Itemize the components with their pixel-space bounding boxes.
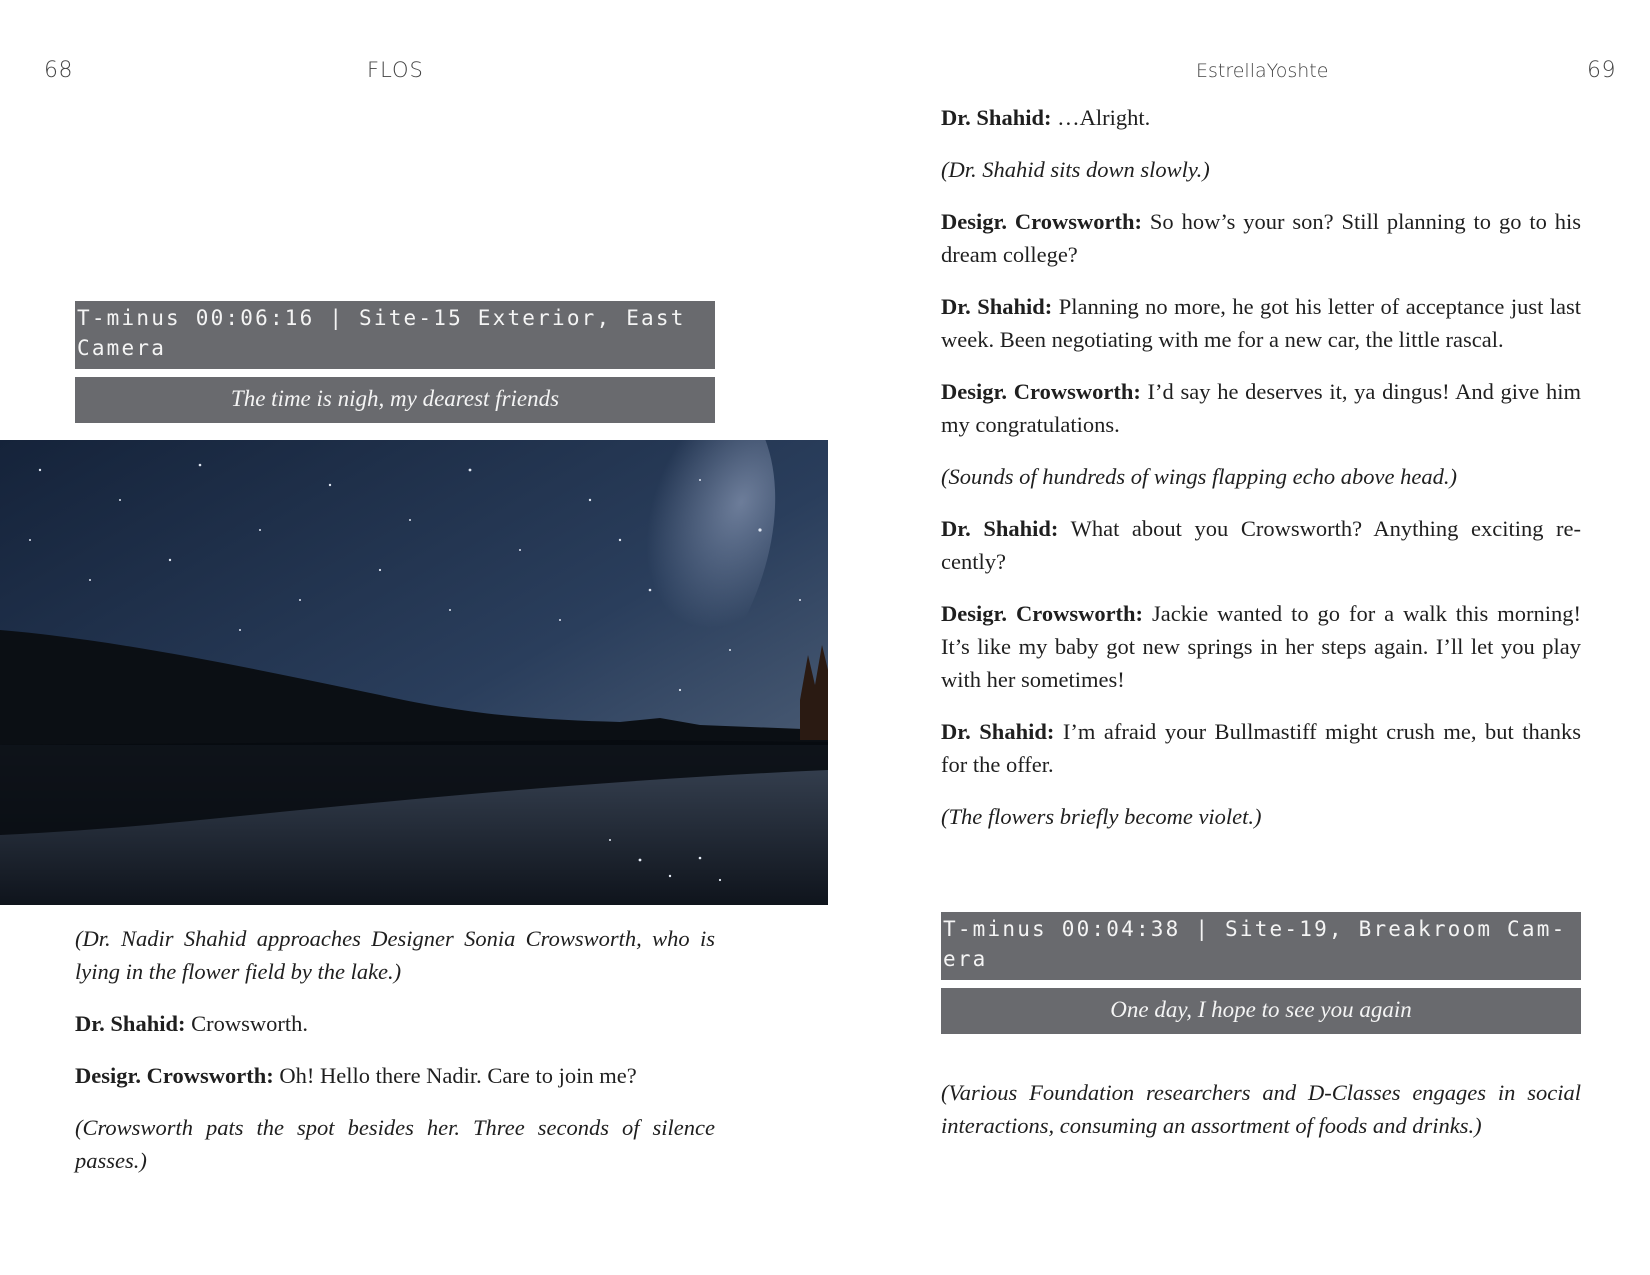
dialogue-text: Crowsworth.	[185, 1011, 308, 1036]
speaker-name: Desigr. Crowsworth:	[941, 601, 1144, 626]
right-closing-text	[941, 1076, 1581, 1161]
speaker-name: Desigr. Crowsworth:	[941, 209, 1143, 234]
page-number-left: 68	[44, 58, 73, 83]
speaker-name: Dr. Shahid:	[941, 105, 1052, 130]
dialogue-text: I’m afraid your Bullmastiff might crush me, but thanks for the offer.	[941, 719, 1582, 777]
stage-direction: (Dr. Shahid sits down slowly.)	[941, 157, 1210, 182]
dialogue-text: What about you Crowsworth? Anything exciting re-cently?	[941, 516, 1582, 574]
dialogue-line	[941, 205, 1581, 271]
dialogue-line	[75, 1007, 715, 1040]
speaker-name: Desigr. Crowsworth:	[941, 379, 1141, 404]
dialogue-line	[941, 512, 1581, 578]
dialogue-line	[941, 101, 1581, 134]
dialogue-text: …Alright.	[1051, 105, 1151, 130]
speaker-name: Dr. Shahid:	[75, 1011, 186, 1036]
dialogue-line	[941, 597, 1581, 696]
camera-label-box-left: T-minus 00:06:16 | Site-15 Exterior, East Camera	[75, 301, 715, 369]
stage-direction: (Crowsworth pats the spot besides her. Three seconds of silence passes.)	[75, 1115, 715, 1173]
running-title: FLOS	[367, 58, 424, 82]
stage-direction: (Various Foundation researchers and D-Classes engages in social interactions, consuming an assortment of foods and drinks.)	[941, 1080, 1581, 1138]
speaker-name: Dr. Shahid:	[941, 719, 1055, 744]
dialogue-text: I’d say he deserves it, ya dingus! And give him my congratulations.	[941, 379, 1581, 437]
dialogue-line	[75, 1059, 715, 1092]
stage-direction: (Dr. Nadir Shahid approaches Designer Sonia Crowsworth, who is lying in the flower field by the lake.)	[75, 926, 715, 984]
speaker-name: Desigr. Crowsworth:	[75, 1063, 274, 1088]
right-page	[825, 0, 1650, 1275]
right-body-text	[941, 101, 1581, 852]
caption-box-left: The time is nigh, my dearest friends	[75, 377, 715, 423]
dialogue-text: So how’s your son? Still planning to go to his dream college?	[941, 209, 1582, 267]
speaker-name: Dr. Shahid:	[941, 516, 1059, 541]
running-author: EstrellaYoshte	[1196, 60, 1329, 82]
speaker-name: Dr. Shahid:	[941, 294, 1053, 319]
stage-direction: (Sounds of hundreds of wings flapping echo above head.)	[941, 464, 1457, 489]
dialogue-line	[941, 375, 1581, 441]
night-sky-lake-illustration	[0, 440, 828, 905]
stage-direction: (The flowers briefly become violet.)	[941, 804, 1262, 829]
dialogue-text: Planning no more, he got his letter of acceptance just last week. Been negotiating with me for a new car, the little rascal.	[941, 294, 1581, 352]
left-body-text	[75, 922, 715, 1196]
dialogue-text: Jackie wanted to go for a walk this morning! It’s like my baby got new springs in her steps again. I’ll let you play with her sometimes!	[941, 601, 1581, 692]
dialogue-text: Oh! Hello there Nadir. Care to join me?	[273, 1063, 637, 1088]
dialogue-line	[941, 290, 1581, 356]
camera-label-box-right: T-minus 00:04:38 | Site-19, Breakroom Cam-era	[941, 912, 1581, 980]
caption-box-right: One day, I hope to see you again	[941, 988, 1581, 1034]
page-number-right: 69	[1587, 58, 1616, 83]
dialogue-line	[941, 715, 1581, 781]
night-sky-lake-photo	[0, 440, 828, 905]
